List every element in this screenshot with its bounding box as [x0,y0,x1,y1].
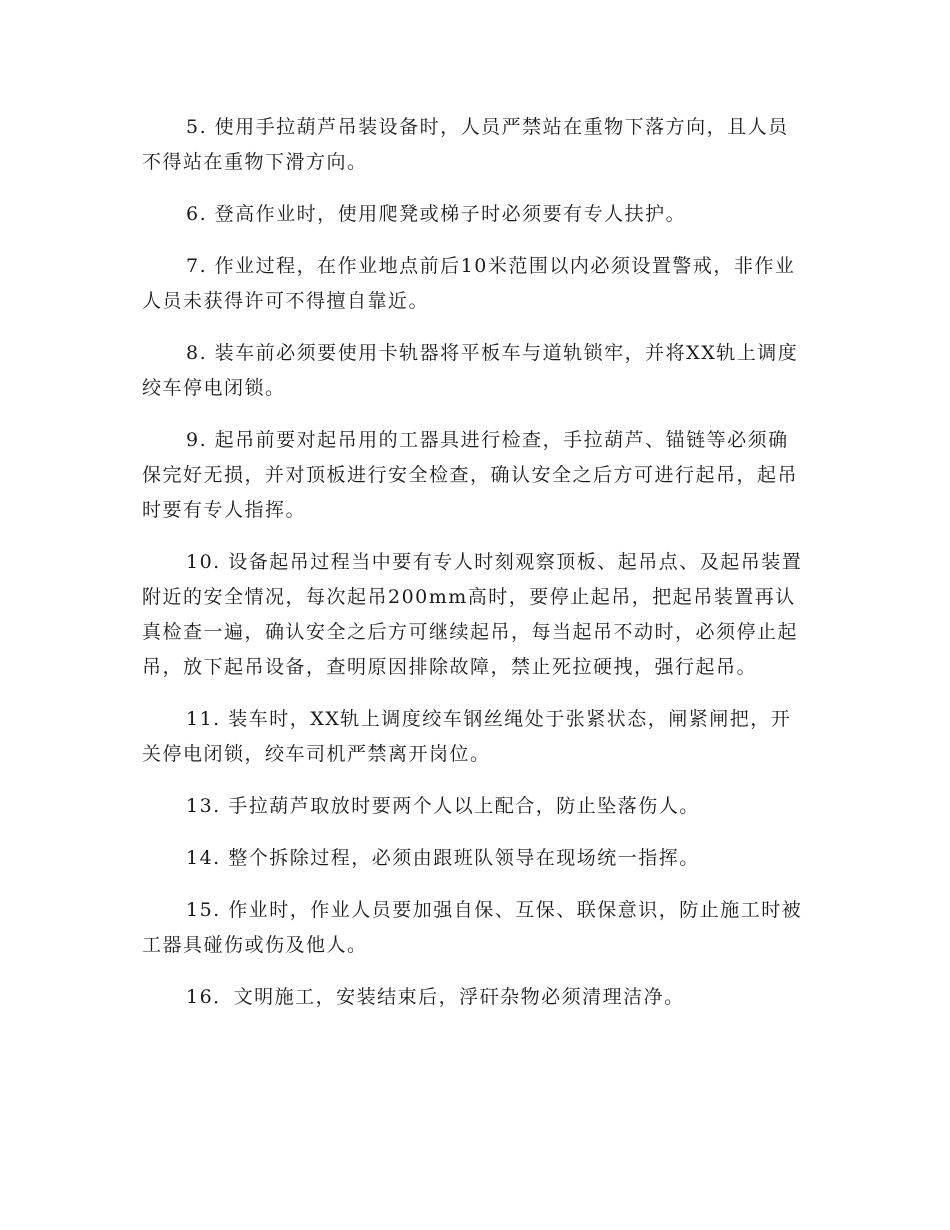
paragraph-item-7: 7. 作业过程，在作业地点前后10米范围以内必须设置警戒，非作业人员未获得许可不得擅自靠近。 [142,255,796,312]
paragraph-item-11: 11. 装车时，XX轨上调度绞车钢丝绳处于张紧状态，闸紧闸把，开关停电闭锁，绞车司机严禁离开岗位。 [142,708,792,765]
paragraph-item-5: 5. 使用手拉葫芦吊装设备时，人员严禁站在重物下落方向，且人员不得站在重物下滑方向。 [142,116,789,173]
paragraph-item-9: 9. 起吊前要对起吊用的工器具进行检查，手拉葫芦、锚链等必须确保完好无损，并对顶板进行安全检查，确认安全之后方可进行起吊，起吊时要有专人指挥。 [142,429,799,521]
paragraph-item-14: 14. 整个拆除过程，必须由跟班队领导在现场统一指挥。 [186,847,700,869]
paragraph-item-13: 13. 手拉葫芦取放时要两个人以上配合，防止坠落伤人。 [186,795,700,817]
paragraph-item-8: 8. 装车前必须要使用卡轨器将平板车与道轨锁牢，并将XX轨上调度绞车停电闭锁。 [142,342,799,399]
document-body [142,110,808,1032]
paragraph-item-10: 10. 设备起吊过程当中要有专人时刻观察顶板、起吊点、及起吊装置附近的安全情况，每次起吊200mm高时，要停止起吊，把起吊装置再认真检查一遍，确认安全之后方可继续起吊，每当起吊不动时，必须停止起吊，放下起吊设备，查明原因排除故障，禁止死拉硬拽，强行起吊。 [142,551,803,678]
paragraph-item-6: 6. 登高作业时，使用爬凳或梯子时必须要有专人扶护。 [186,203,687,225]
paragraph-item-15: 15. 作业时，作业人员要加强自保、互保、联保意识，防止施工时被工器具碰伤或伤及他人。 [142,899,803,956]
paragraph-item-16: 16．文明施工，安装结束后，浮矸杂物必须清理洁净。 [186,986,685,1008]
